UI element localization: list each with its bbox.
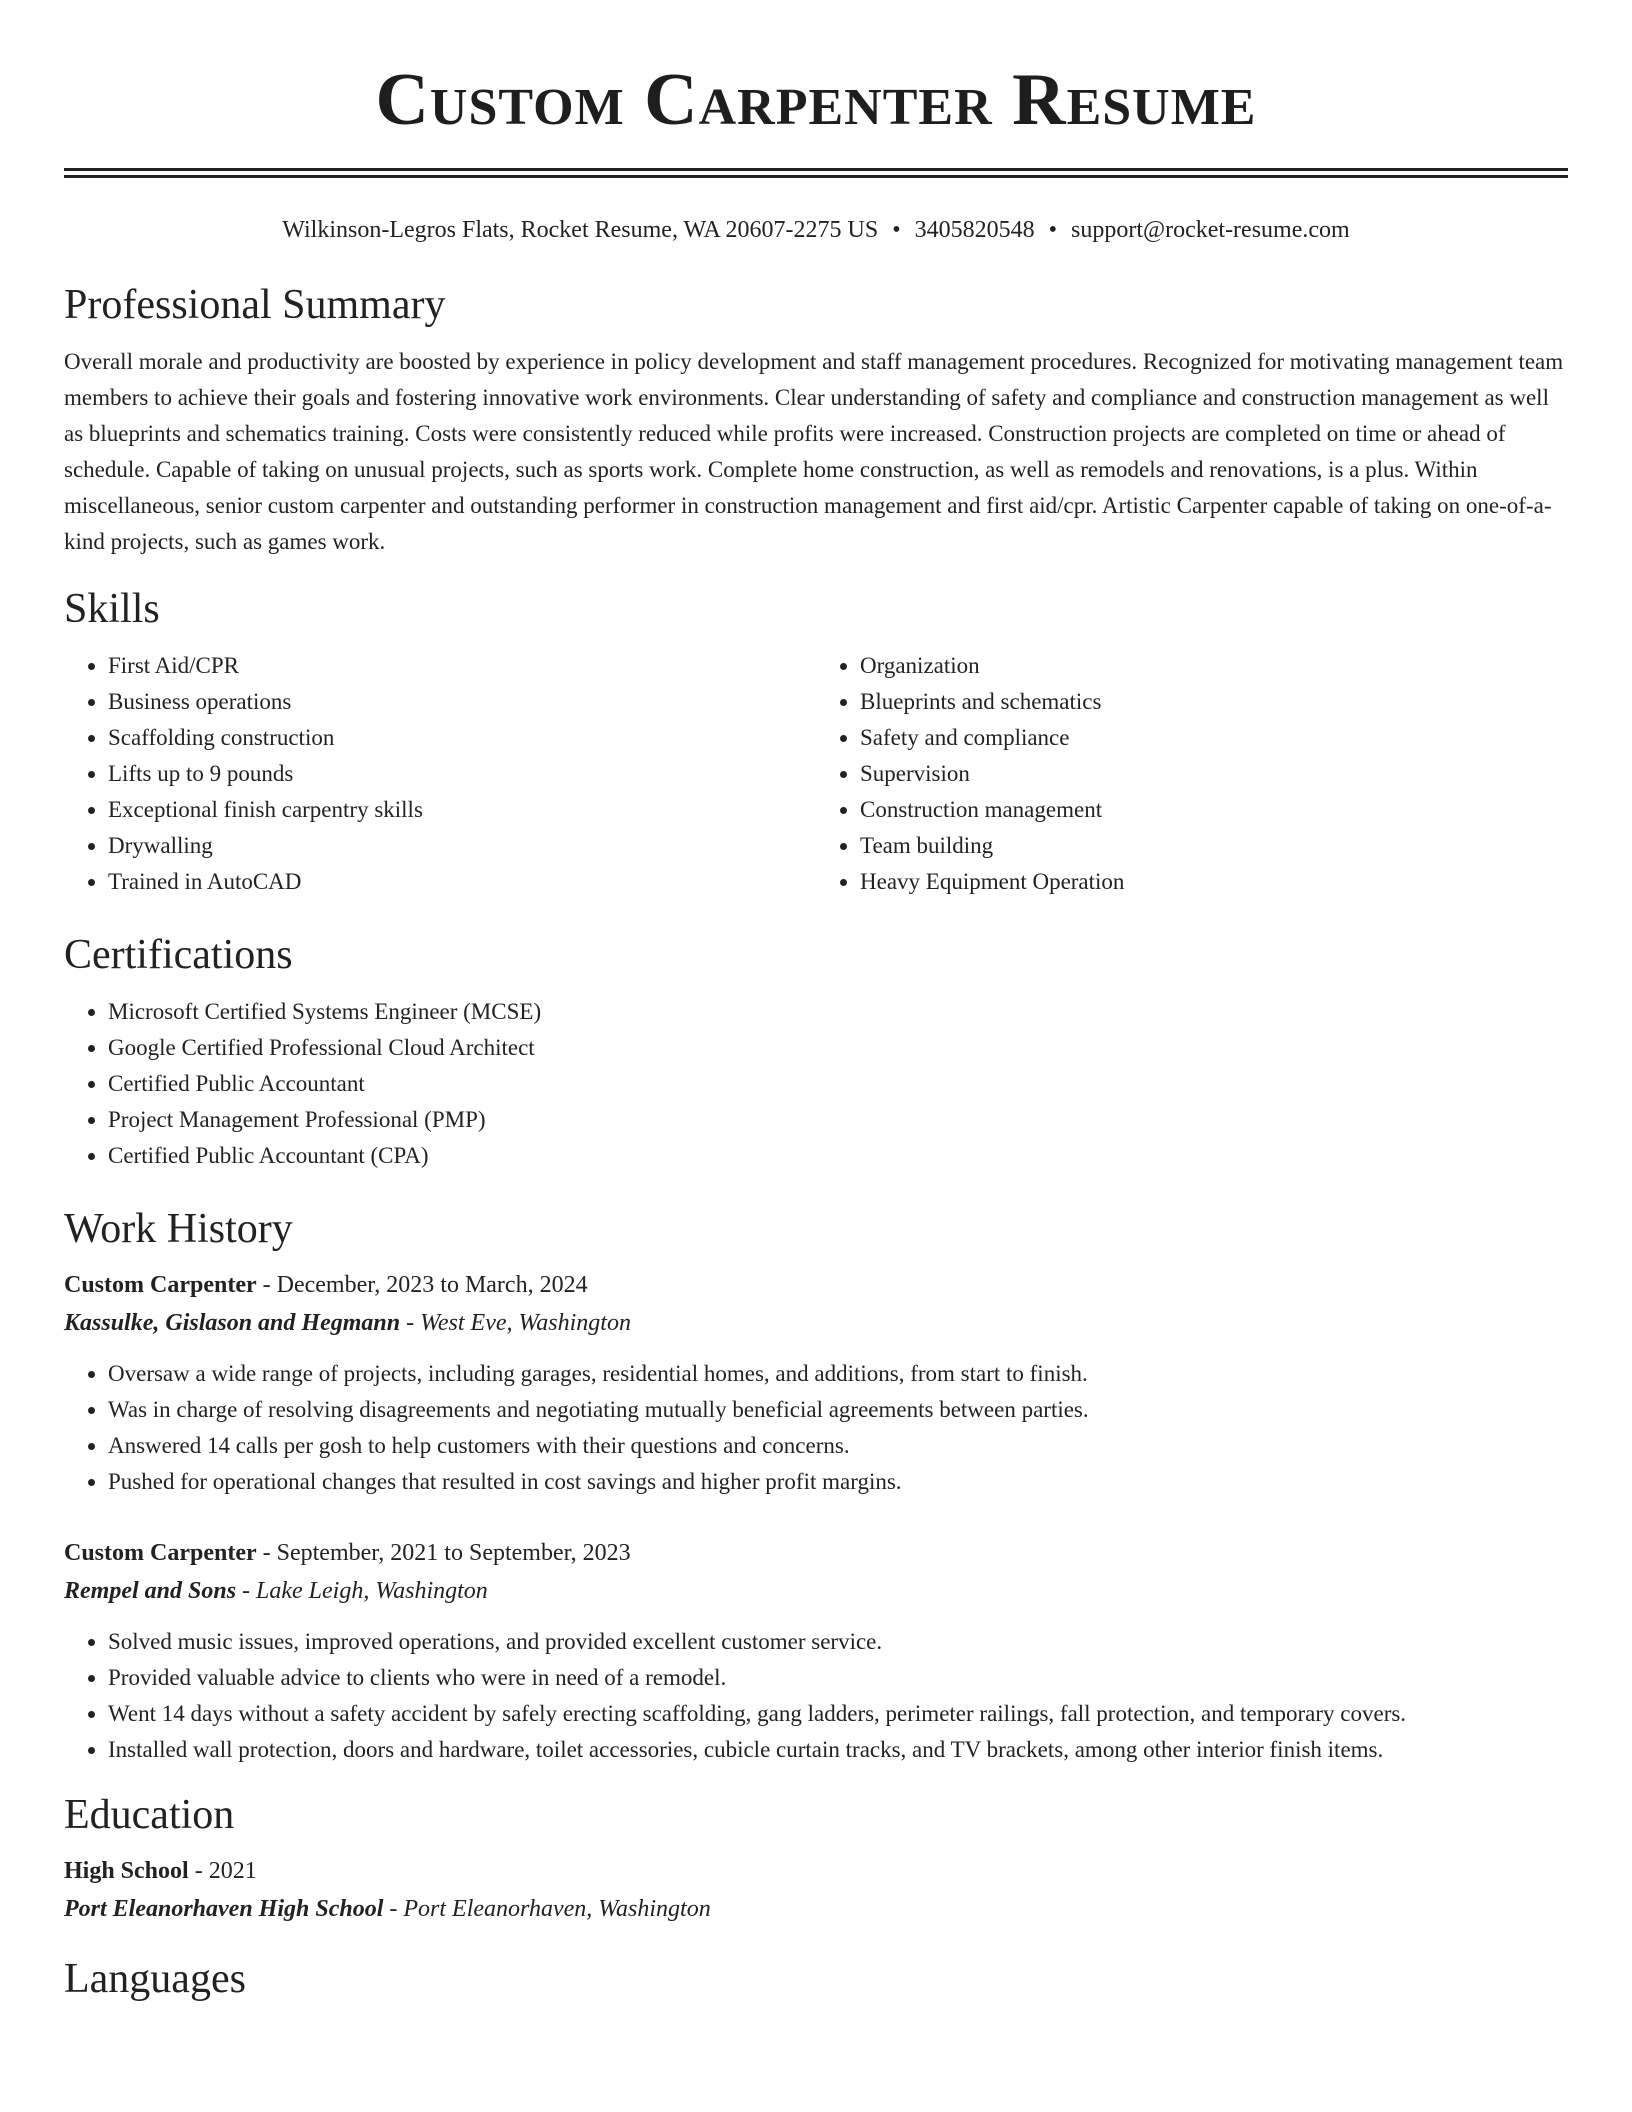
skill-item: • Lifts up to 9 pounds — [108, 756, 816, 792]
certification-item: • Microsoft Certified Systems Engineer (MCSE) — [108, 994, 1568, 1030]
certification-item: • Google Certified Professional Cloud Architect — [108, 1030, 1568, 1066]
skill-item: • Heavy Equipment Operation — [860, 864, 1568, 900]
education-degree: High School — [64, 1858, 189, 1884]
skills-grid — [64, 648, 1568, 900]
skills-list-right — [816, 648, 1568, 900]
section-heading-certifications: Certifications — [64, 932, 293, 978]
certifications-section — [64, 930, 1568, 1174]
skill-item: • Organization — [860, 648, 1568, 684]
job-bullet: • Went 14 days without a safety accident by safely erecting scaffolding, gang ladders, perimeter railings, fall protection, and temporary covers. — [108, 1696, 1568, 1732]
languages-section — [64, 1954, 1568, 2004]
job-header — [64, 1534, 1568, 1572]
skill-item: • Team building — [860, 828, 1568, 864]
contact-separator: • — [892, 217, 901, 243]
job-bullet: • Oversaw a wide range of projects, including garages, residential homes, and additions, from start to finish. — [108, 1356, 1568, 1392]
job-header — [64, 1266, 1568, 1304]
section-heading-skills: Skills — [64, 586, 160, 632]
certification-item: • Certified Public Accountant (CPA) — [108, 1138, 1568, 1174]
title-divider — [64, 168, 1568, 178]
section-heading-languages: Languages — [64, 1956, 246, 2002]
contact-line — [64, 214, 1568, 246]
job-entry — [64, 1534, 1568, 1768]
summary-section — [64, 280, 1568, 560]
skill-item: • Business operations — [108, 684, 816, 720]
job-bullet: • Solved music issues, improved operations, and provided excellent customer service. — [108, 1624, 1568, 1660]
contact-email: support@rocket-resume.com — [1071, 217, 1350, 243]
education-header — [64, 1852, 1568, 1890]
job-bullet: • Provided valuable advice to clients who were in need of a remodel. — [108, 1660, 1568, 1696]
education-section — [64, 1790, 1568, 1928]
education-school-line — [64, 1890, 1568, 1928]
skill-item: • Scaffolding construction — [108, 720, 816, 756]
skill-item: • Exceptional finish carpentry skills — [108, 792, 816, 828]
job-title: Custom Carpenter — [64, 1272, 257, 1298]
education-entry — [64, 1852, 1568, 1928]
job-entry — [64, 1266, 1568, 1500]
job-bullets — [64, 1356, 1568, 1500]
certifications-list — [64, 994, 1568, 1174]
skill-item: • Supervision — [860, 756, 1568, 792]
job-employer-line — [64, 1572, 1568, 1610]
contact-address: Wilkinson-Legros Flats, Rocket Resume, WA 20607-2275 US — [282, 217, 879, 243]
job-company: Rempel and Sons — [64, 1578, 237, 1604]
education-location: - Port Eleanorhaven, Washington — [383, 1896, 711, 1922]
job-location: - West Eve, Washington — [400, 1310, 631, 1336]
job-location: - Lake Leigh, Washington — [236, 1578, 488, 1604]
job-bullet: • Installed wall protection, doors and hardware, toilet accessories, cubicle curtain tracks, and TV brackets, among other interior finish items. — [108, 1732, 1568, 1768]
section-heading-work-history: Work History — [64, 1206, 293, 1252]
skill-item: • Trained in AutoCAD — [108, 864, 816, 900]
skill-item: • First Aid/CPR — [108, 648, 816, 684]
skill-item: • Blueprints and schematics — [860, 684, 1568, 720]
skill-item: • Drywalling — [108, 828, 816, 864]
job-bullet: • Pushed for operational changes that resulted in cost savings and higher profit margins. — [108, 1464, 1568, 1500]
certification-item: • Certified Public Accountant — [108, 1066, 1568, 1102]
section-heading-education: Education — [64, 1792, 235, 1838]
education-school: Port Eleanorhaven High School — [64, 1896, 384, 1922]
skill-item: • Construction management — [860, 792, 1568, 828]
job-bullets — [64, 1624, 1568, 1768]
contact-separator: • — [1048, 217, 1057, 243]
job-company: Kassulke, Gislason and Hegmann — [64, 1310, 401, 1336]
skills-section — [64, 584, 1568, 900]
job-bullet: • Answered 14 calls per gosh to help customers with their questions and concerns. — [108, 1428, 1568, 1464]
job-dates: - September, 2021 to September, 2023 — [256, 1540, 631, 1566]
certification-item: • Project Management Professional (PMP) — [108, 1102, 1568, 1138]
skill-item: • Safety and compliance — [860, 720, 1568, 756]
job-bullet: • Was in charge of resolving disagreements and negotiating mutually beneficial agreements between parties. — [108, 1392, 1568, 1428]
section-heading-summary: Professional Summary — [64, 282, 446, 328]
work-history-section — [64, 1204, 1568, 1768]
job-title: Custom Carpenter — [64, 1540, 257, 1566]
summary-text: Overall morale and productivity are boosted by experience in policy development and staff management procedures. Recognized for motivating management team members to achieve their goals and fostering innovative work environments. Clear understanding of safety and compliance and construction management as well as blueprints and schematics training. Costs were consistently reduced while profits were increased. Construction projects are completed on time or ahead of schedule. Capable of taking on unusual projects, such as sports work. Complete home construction, as well as remodels and renovations, is a plus. Within miscellaneous, senior custom carpenter and outstanding performer in construction management and first aid/cpr. Artistic Carpenter capable of taking on one-of-a-kind projects, such as games work. — [64, 349, 1564, 554]
skills-list-left — [64, 648, 816, 900]
job-employer-line — [64, 1304, 1568, 1342]
job-dates: - December, 2023 to March, 2024 — [256, 1272, 588, 1298]
education-year: - 2021 — [188, 1858, 257, 1884]
resume-title: Custom Carpenter Resume — [375, 59, 1257, 141]
contact-phone: 3405820548 — [914, 217, 1035, 243]
